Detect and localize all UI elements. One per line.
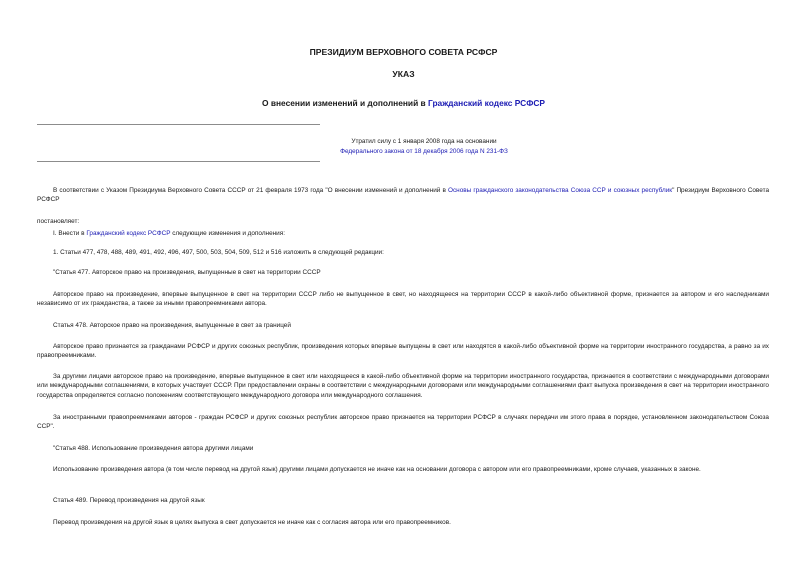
article-489-text: Перевод произведения на другой язык в целях выпуска в свет допускается не иначе как с согласия автора или его правопреемников. [53,519,451,526]
article-477-text: Авторское право на произведение, впервые выпущенное в свет на территории СССР либо не выпущенное в свет, но находящееся на территории СССР в какой-либо объективной форме, признается за автором и его наследниками независимо от их гражданства, а также за иными правопреемниками автора. [37,291,769,308]
title-text: О внесении изменений и дополнений в [262,98,429,108]
article-478-paragraph-2: За другими лицами авторское право на произведение, впервые выпущенное в свет или находящееся в какой-либо объективной форме на территории иностранного государства, признается в соответствии с международными договорами или международными соглашениями, в которых участвует СССР. При предоставлении охраны в соответствии с международными договорами или международными соглашениями факт выпуска произведения в свет на территории иностранного государства определяется согласно положениям соответствующего международного договора или международного соглашения. [37,373,769,399]
article-478-paragraph-3: За иностранными правопреемниками авторов - граждан РСФСР и других союзных республик авторское право признается на территории РСФСР в случаях передачи им этого права в порядке, установленном законодательством Союза ССР". [37,414,769,431]
item-1-text: I. Внести в [53,230,87,237]
status-note [320,137,528,157]
article-477-title: "Статья 477. Авторское право на произведения, выпущенные в свет на территории СССР [53,269,321,276]
article-488-title: "Статья 488. Использование произведения автора другими лицами [53,445,254,452]
civil-code-link-2[interactable]: Гражданский кодекс РСФСР [86,230,171,237]
article-478-paragraph-1: Авторское право признается за гражданами РСФСР и других союзных республик, произведения которых впервые выпущены в свет или находятся в какой-либо объективной форме на территории иностранного государства, а равно за их правопреемниками. [37,343,769,360]
item-1 [37,229,769,238]
federal-law-link[interactable]: Федерального закона от 18 декабря 2006 года N 231-ФЗ [340,148,508,155]
status-note-text: Утратил силу с 1 января 2008 года на основании [351,138,497,145]
bottom-divider [37,161,320,162]
article-478-title: Статья 478. Авторское право на произведения, выпущенные в свет за границей [53,322,291,329]
article-488-text: Использование произведения автора (в том числе перевод на другой язык) другими лицами допускается не иначе как на основании договора с автором или его правопреемниками, кроме случаев, указанных в законе. [53,466,701,473]
item-1-text-end: следующие изменения и дополнения: [170,230,285,237]
issuing-authority: ПРЕЗИДИУМ ВЕРХОВНОГО СОВЕТА РСФСР [309,47,498,57]
civil-code-link[interactable]: Гражданский кодекс РСФСР [428,98,545,108]
article-489-title: Статья 489. Перевод произведения на другой язык [53,497,205,504]
intro-paragraph [37,186,769,205]
document-type: УКАЗ [392,69,415,79]
intro-text: В соответствии с Указом Президиума Верховного Совета СССР от 21 февраля 1973 года "О внесении изменений и дополнений в [53,187,448,194]
top-divider [37,124,320,125]
intro-text-end: " Президиум Верховного Совета РСФСР [37,187,770,204]
ussr-civil-law-basics-link[interactable]: Основы гражданского законодательства Союза ССР и союзных республик [448,187,673,194]
document-title [0,98,807,108]
point-1: 1. Статьи 477, 478, 488, 489, 491, 492, 496, 497, 500, 503, 504, 509, 512 и 516 изложить в следующей редакции: [53,249,384,256]
decides-label: постановляет: [37,218,80,225]
